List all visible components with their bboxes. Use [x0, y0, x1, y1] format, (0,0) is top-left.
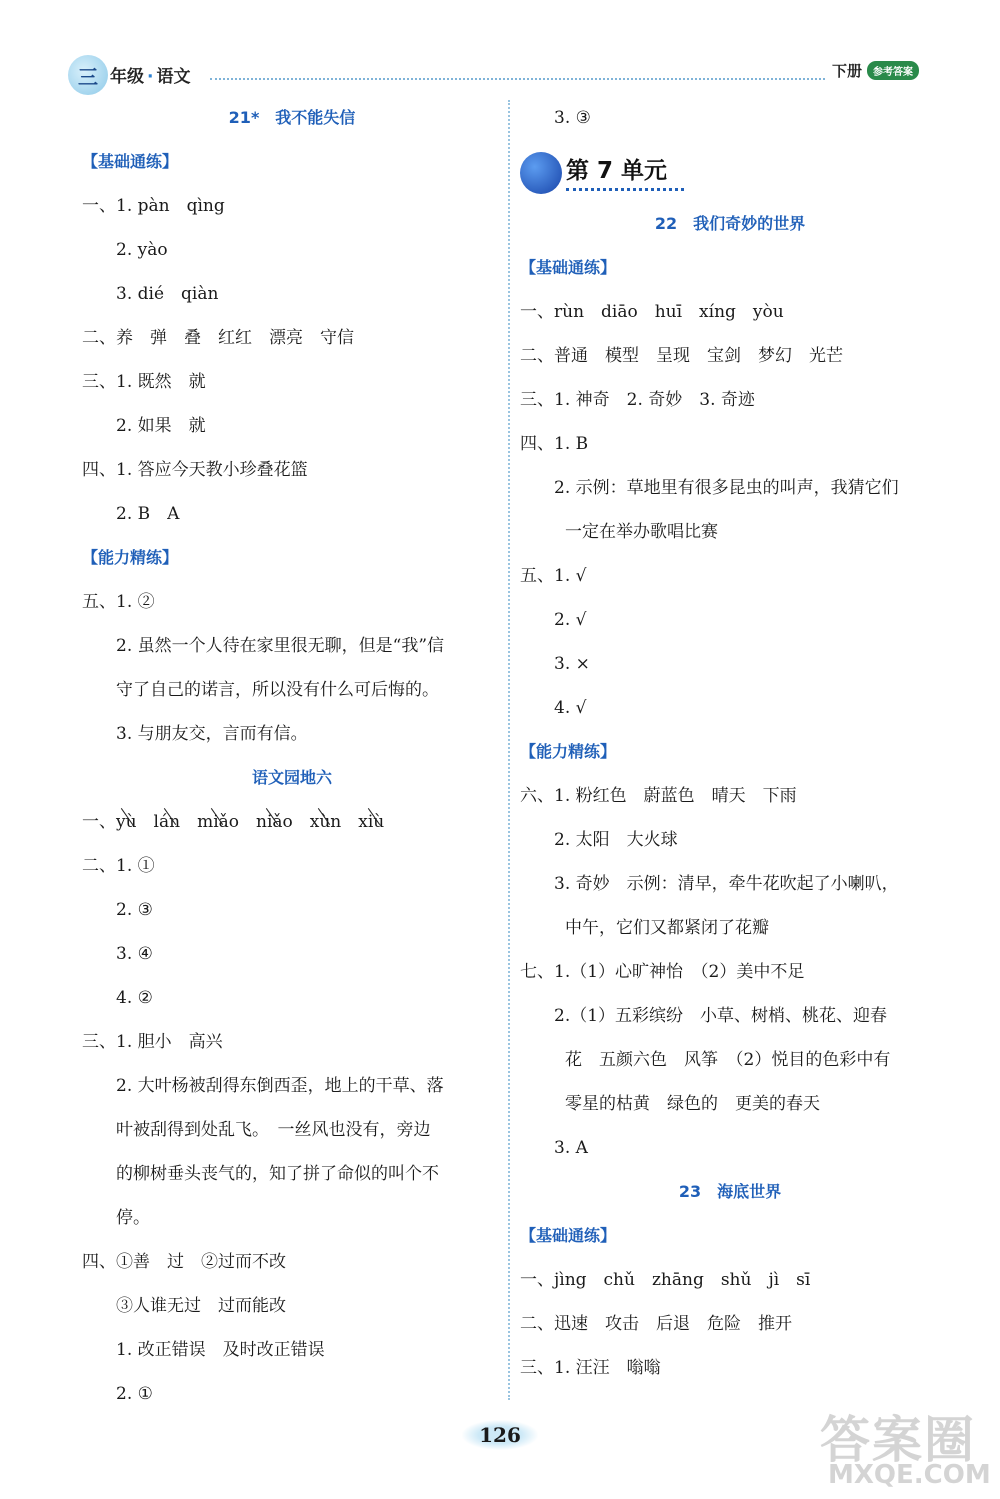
answer-line: 2. 太阳 大火球	[554, 830, 678, 850]
answer-line: 4. √	[554, 698, 587, 718]
grade-glyph: 三	[78, 64, 98, 89]
lesson-title-23: 23 海底世界	[678, 1182, 782, 1201]
answer-line: 四、①善 过 ②过而不改	[82, 1252, 286, 1272]
basic-practice-tag: 【基础通练】	[82, 152, 179, 171]
answer-line: 2. √	[554, 610, 587, 630]
answer-line: 一、rùn diāo huī xíng yòu	[520, 302, 784, 322]
answer-line: 三、1. 汪汪 嗡嗡	[520, 1358, 661, 1378]
answer-line: 守了自己的诺言，所以没有什么可后悔的。	[116, 680, 439, 700]
answer-line: 1. 改正错误 及时改正错误	[116, 1340, 325, 1360]
answer-line: 3. 与朋友交，言而有信。	[116, 724, 308, 744]
answer-line: 一、1. pàn qìng	[82, 196, 225, 216]
answer-line: 的柳树垂头丧气的，知了拼了命似的叫个不	[116, 1164, 439, 1184]
grade-circle-icon	[68, 55, 108, 95]
answer-line: 二、养 弹 叠 红红 漂亮 守信	[82, 328, 354, 348]
left-column	[82, 96, 502, 1416]
header-rule	[210, 78, 825, 80]
subject-label: 语文	[156, 67, 191, 87]
unit-circle-icon	[520, 152, 562, 194]
header-dot: ·	[147, 67, 154, 87]
grade-label: 年级	[110, 67, 144, 87]
answer-line: 2.（1）五彩缤纷 小草、树梢、桃花、迎春	[554, 1006, 888, 1026]
answer-line: 叶被刮得到处乱飞。 一丝风也没有，旁边	[116, 1120, 431, 1140]
answer-line: 2. yào	[116, 240, 168, 260]
answer-line: 2. B A	[116, 504, 180, 524]
header-title	[110, 62, 190, 87]
basic-practice-tag: 【基础通练】	[520, 1226, 617, 1245]
answer-line: 七、1.（1）心旷神怡 （2）美中不足	[520, 962, 805, 982]
ability-practice-tag: 【能力精练】	[520, 742, 617, 761]
answer-line: 3. dié qiàn	[116, 284, 219, 304]
column-divider	[508, 100, 510, 1400]
unit-underline	[566, 188, 684, 191]
page-header	[0, 0, 1000, 100]
volume-label: 下册	[832, 62, 863, 80]
watermark-logo: 答案圈	[820, 1411, 976, 1469]
answer-line: 四、1. B	[520, 434, 589, 454]
answer-line: 2. 如果 就	[116, 416, 206, 436]
answer-line: 二、迅速 攻击 后退 危险 推开	[520, 1314, 792, 1334]
answer-line: 2. 示例：草地里有很多昆虫的叫声，我猜它们	[554, 478, 899, 498]
unit-7-heading	[520, 142, 940, 202]
answer-line: 花 五颜六色 风筝 （2）悦目的色彩中有	[565, 1050, 891, 1070]
answer-line: 中午，它们又都紧闭了花瓣	[565, 918, 769, 938]
answer-line: 3. 奇妙 示例：清早，牵牛花吹起了小喇叭，	[554, 874, 899, 894]
answer-line: 二、1. ①	[82, 856, 155, 876]
answer-line: 2. 大叶杨被刮得东倒西歪，地上的干草、落	[116, 1076, 444, 1096]
answer-line: 3. A	[554, 1138, 588, 1158]
lesson-title-22: 22 我们奇妙的世界	[654, 214, 806, 233]
ability-practice-tag: 【能力精练】	[82, 548, 179, 567]
unit-title: 第 7 单元	[566, 158, 668, 184]
answer-key-badge: 参考答案	[867, 61, 919, 80]
answer-line: 三、1. 既然 就	[82, 372, 206, 392]
answer-line: 三、1. 神奇 2. 奇妙 3. 奇迹	[520, 390, 755, 410]
page-number: 126	[462, 1420, 538, 1450]
pinyin-text: 一、yù lán miǎo niǎo xùn xiù	[82, 812, 385, 832]
watermark-url: MXQE.COM	[828, 1460, 991, 1490]
answer-line: 一定在举办歌唱比赛	[565, 522, 718, 542]
answer-line: 3. ③	[554, 108, 591, 128]
answer-line: 四、1. 答应今天教小珍叠花篮	[82, 460, 308, 480]
answer-line: 零星的枯黄 绿色的 更美的春天	[565, 1094, 820, 1114]
answer-line: 4. ②	[116, 988, 153, 1008]
answer-line: 一、jìng chǔ zhāng shǔ jì sī	[520, 1270, 811, 1290]
answer-line: 停。	[116, 1208, 150, 1228]
answer-line: 三、1. 胆小 高兴	[82, 1032, 223, 1052]
right-column	[520, 96, 940, 1390]
answer-line: 二、普通 模型 呈现 宝剑 梦幻 光芒	[520, 346, 843, 366]
basic-practice-tag: 【基础通练】	[520, 258, 617, 277]
answer-line: 3. ④	[116, 944, 153, 964]
answer-line: 2. ③	[116, 900, 153, 920]
lesson-title-21: 21* 我不能失信	[228, 108, 356, 127]
answer-line: ③人谁无过 过而能改	[116, 1296, 286, 1316]
pinyin-line-struck	[82, 800, 502, 844]
chinese-garden-six-title: 语文园地六	[251, 768, 332, 787]
answer-line: 六、1. 粉红色 蔚蓝色 晴天 下雨	[520, 786, 797, 806]
answer-line: 五、1. ②	[82, 592, 155, 612]
answer-line: 2. 虽然一个人待在家里很无聊，但是“我”信	[116, 636, 445, 656]
answer-line: 3. ×	[554, 654, 590, 674]
answer-line: 五、1. √	[520, 566, 587, 586]
site-watermark	[820, 1400, 990, 1495]
answer-line: 2. ①	[116, 1384, 153, 1404]
